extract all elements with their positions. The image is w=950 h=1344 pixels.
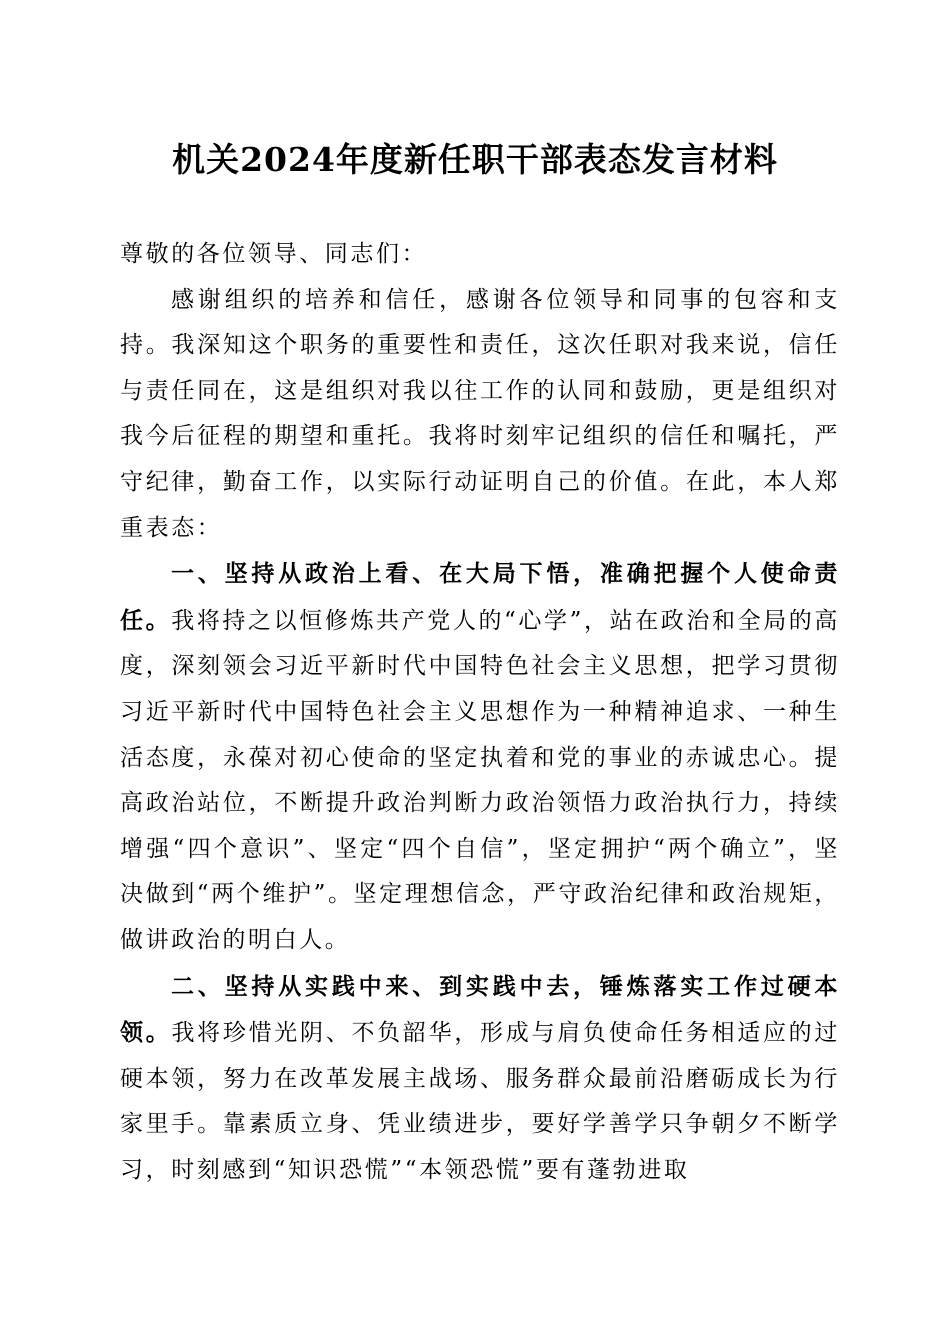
point-one-text: 我将持之以恒修炼共产党人的“心学”，站在政治和全局的高度，深刻领会习近平新时代中国特色社会主义思想，把学习贯彻习近平新时代中国特色社会主义思想作为一种精神追求、一种生活态度，永葆对初心使命的坚定执着和党的事业的赤诚忠心。提高政治站位，不断提升政治判断力政治领悟力政治执行力，持续增强“四个意识”、坚定“四个自信”，坚定拥护“两个确立”，坚决做到“两个维护”。坚定理想信念，严守政治纪律和政治规矩，做讲政治的明白人。 bbox=[120, 607, 841, 953]
paragraph-point-one bbox=[120, 551, 840, 963]
paragraph-intro-text: 感谢组织的培养和信任，感谢各位领导和同事的包容和支持。我深知这个职务的重要性和责任，这次任职对我来说，信任与责任同在，这是组织对我以往工作的认同和鼓励，更是组织对我今后征程的期望和重托。我将时刻牢记组织的信任和嘱托，严守纪律，勤奋工作，以实际行动证明自己的价值。在此，本人郑重表态： bbox=[120, 286, 840, 541]
paragraph-point-two bbox=[120, 964, 840, 1194]
salutation: 尊敬的各位领导、同志们： bbox=[120, 241, 428, 267]
point-one-heading: 一、坚持从政治上看、在大局下悟，准确把握个人使命责任。 bbox=[120, 560, 840, 634]
paragraph-intro bbox=[120, 278, 840, 552]
point-two-text: 我将珍惜光阴、不负韶华，形成与肩负使命任务相适应的过硬本领，努力在改革发展主战场、服务群众最前沿磨砺成长为行家里手。靠素质立身、凭业绩进步，要好学善学只争朝夕不断学习，时刻感到“知识恐慌”“本领恐慌”要有蓬勃进取 bbox=[120, 1020, 840, 1183]
point-two-heading: 二、坚持从实践中来、到实践中去，锤炼落实工作过硬本领。 bbox=[120, 972, 840, 1047]
document-body bbox=[120, 232, 840, 1193]
document-title: 机关2024年度新任职干部表态发言材料 bbox=[172, 140, 778, 179]
